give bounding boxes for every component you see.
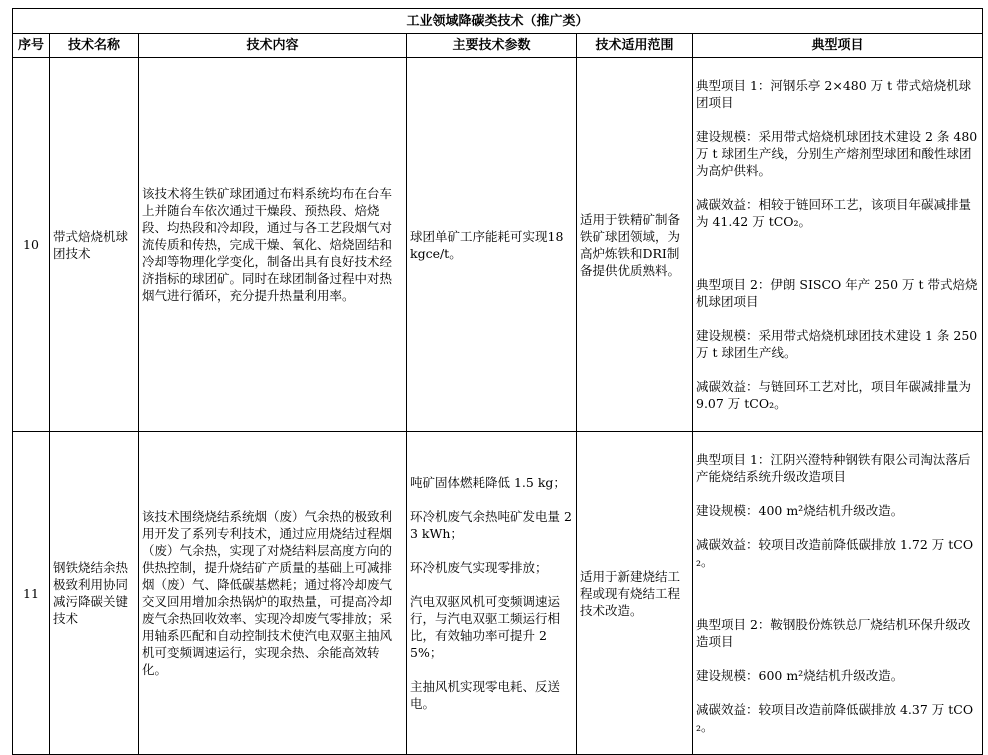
header-params: 主要技术参数	[407, 34, 577, 58]
row-typical-projects	[693, 432, 983, 755]
project-line: 建设规模：400 m²烧结机升级改造。	[696, 503, 904, 518]
table-row	[13, 432, 983, 755]
row-tech-content: 该技术围绕烧结系统烟（废）气余热的极致利用开发了系列专利技术，通过应用烧结过程烟（废）气余热，实现了对烧结料层高度方向的供热控制，提升烧结矿产质量的基础上可减排烟（废）气、降低碳基燃耗；通过将冷却废气交叉回用增加余热锅炉的取热量，可提高冷却废气余热回收效率、实现冷却废气零排放；采用轴系匹配和自动控制技术使汽电双驱主抽风机可变频调速运行，实现余热、余能高效转化。	[139, 432, 407, 755]
param-line: 环冷机废气实现零排放；	[410, 560, 548, 575]
project-line: 建设规模：采用带式焙烧机球团技术建设 2 条 480 万 t 球团生产线，分别生产熔剂型球团和酸性球团为高炉供料。	[696, 129, 978, 178]
project-line: 典型项目 1：江阴兴澄特种钢铁有限公司淘汰落后产能烧结系统升级改造项目	[696, 452, 971, 484]
param-line: 汽电双驱风机可变频调速运行，与汽电双驱工频运行相比，有效轴功率可提升 25%；	[410, 594, 561, 660]
project-line: 减碳效益：较项目改造前降低碳排放 4.37 万 tCO₂。	[696, 702, 974, 734]
header-row	[13, 34, 983, 58]
header-projects: 典型项目	[693, 34, 983, 58]
row-tech-params	[407, 432, 577, 755]
project-line: 减碳效益：相较于链回环工艺，该项目年碳减排量为 41.42 万 tCO₂。	[696, 197, 972, 229]
table-row	[13, 58, 983, 432]
project-line: 典型项目 1：河钢乐亭 2×480 万 t 带式焙烧机球团项目	[696, 78, 972, 110]
project-line: 建设规模：600 m²烧结机升级改造。	[696, 668, 904, 683]
row-typical-projects	[693, 58, 983, 432]
tech-table	[12, 8, 983, 755]
header-name: 技术名称	[50, 34, 139, 58]
table-title: 工业领域降碳类技术（推广类）	[13, 9, 983, 34]
row-tech-name: 带式焙烧机球团技术	[50, 58, 139, 432]
row-tech-params: 球团单矿工序能耗可实现18 kgce/t。	[407, 58, 577, 432]
row-tech-name: 钢铁烧结余热极致利用协同减污降碳关键技术	[50, 432, 139, 755]
header-content: 技术内容	[139, 34, 407, 58]
project-line: 建设规模：采用带式焙烧机球团技术建设 1 条 250 万 t 球团生产线。	[696, 328, 978, 360]
project-line: 典型项目 2：伊朗 SISCO 年产 250 万 t 带式焙烧机球团项目	[696, 277, 978, 309]
param-line: 环冷机废气余热吨矿发电量 23 kWh；	[410, 509, 572, 541]
header-scope: 技术适用范围	[577, 34, 693, 58]
row-tech-content: 该技术将生铁矿球团通过布料系统均布在台车上并随台车依次通过干燥段、预热段、焙烧段、均热段和冷却段，通过与各工艺段烟气对流传质和传热，完成干燥、氧化、焙烧固结和冷却等物理化学变化，制备出具有良好技术经济指标的球团矿。同时在球团制备过程中对热烟气进行循环，充分提升热量利用率。	[139, 58, 407, 432]
row-no: 11	[13, 432, 50, 755]
param-line: 主抽风机实现零电耗、反送电。	[410, 679, 561, 711]
row-tech-scope: 适用于铁精矿制备铁矿球团领域，为高炉炼铁和DRI制备提供优质熟料。	[577, 58, 693, 432]
project-line: 典型项目 2：鞍钢股份炼铁总厂烧结机环保升级改造项目	[696, 617, 971, 649]
project-line: 减碳效益：较项目改造前降低碳排放 1.72 万 tCO₂。	[696, 537, 974, 569]
header-no: 序号	[13, 34, 50, 58]
project-line: 减碳效益：与链回环工艺对比，项目年碳减排量为 9.07 万 tCO₂。	[696, 379, 972, 411]
row-no: 10	[13, 58, 50, 432]
row-tech-scope: 适用于新建烧结工程或现有烧结工程技术改造。	[577, 432, 693, 755]
param-line: 吨矿固体燃耗降低 1.5 kg；	[410, 475, 566, 490]
